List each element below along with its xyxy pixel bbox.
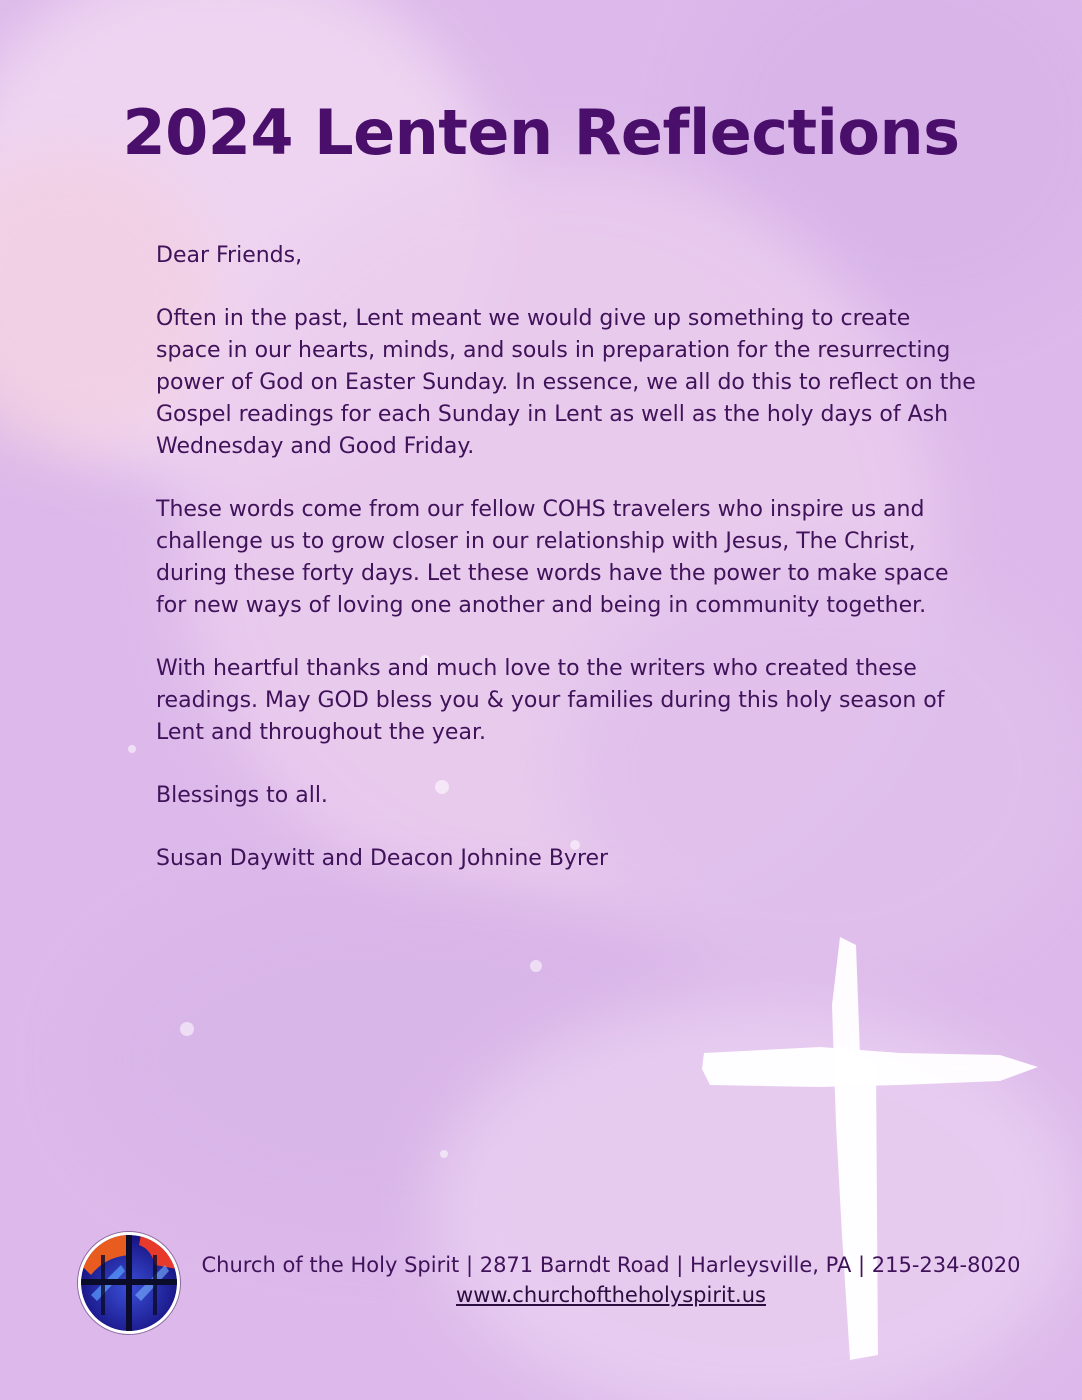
footer — [186, 1250, 1036, 1310]
letter-paragraph: These words come from our fellow COHS travelers who inspire us and challenge us to grow closer in our relationship with Jesus, The Christ, during these forty days. Let these words have the power to make space for new ways of loving one another and being in community together. — [156, 497, 949, 618]
sparkle-dot — [128, 745, 136, 753]
stained-glass-seal-icon — [78, 1232, 180, 1334]
footer-address: Church of the Holy Spirit | 2871 Barndt Road | Harleysville, PA | 215-234-8020 — [201, 1253, 1021, 1277]
letter-greeting: Dear Friends, — [156, 243, 303, 268]
letter-signature: Susan Daywitt and Deacon Johnine Byrer — [156, 846, 609, 871]
sparkle-dot — [440, 1150, 448, 1158]
letter-closing: Blessings to all. — [156, 783, 328, 808]
website-link[interactable]: www.churchoftheholyspirit.us — [456, 1283, 766, 1307]
sparkle-dot — [530, 960, 542, 972]
sparkle-dot — [180, 1022, 194, 1036]
letter-paragraph: Often in the past, Lent meant we would give up something to create space in our hearts, minds, and souls in preparation for the resurrecting power of God on Easter Sunday. In essence, we all do this to reflect on the Gospel readings for each Sunday in Lent as well as the holy days of Ash Wednesday and Good Friday. — [156, 306, 976, 459]
letter-body — [156, 240, 976, 906]
letter-paragraph: With heartful thanks and much love to the writers who created these readings. May GOD bless you & your families during this holy season of Lent and throughout the year. — [156, 656, 945, 745]
page-title: 2024 Lenten Reflections — [122, 96, 960, 169]
